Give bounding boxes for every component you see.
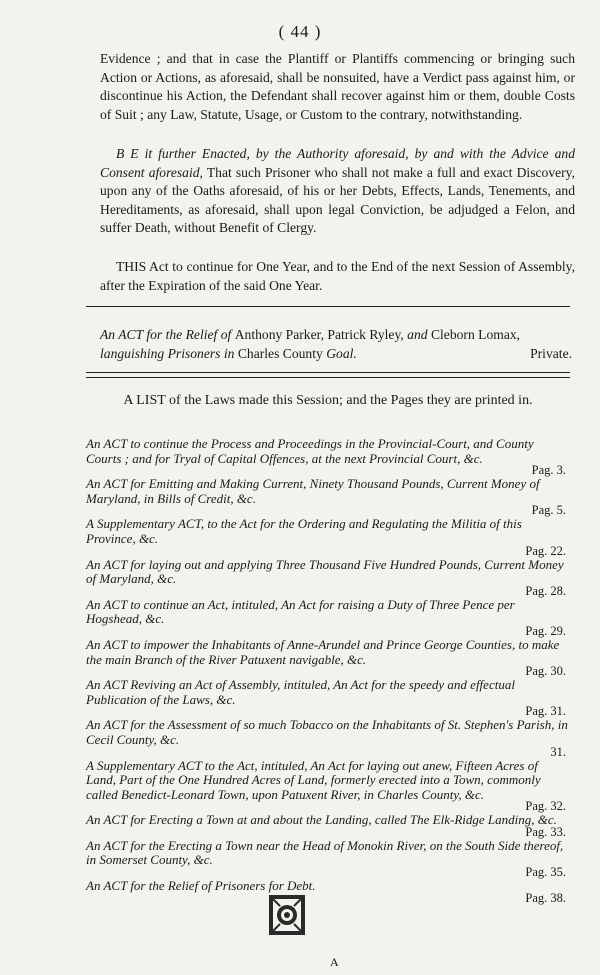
- law-title: An ACT for Emitting and Making Current, Ninety Thousand Pounds, Current Money of Maryland, in Bills of Credit, &c.: [86, 476, 540, 506]
- paragraph-felony-clause: [100, 145, 575, 238]
- list-heading: A LIST of the Laws made this Session; and the Pages they are printed in.: [123, 393, 533, 408]
- private-act-names: Anthony Parker, Patrick Ryley,: [234, 327, 404, 342]
- divider-rule: [86, 306, 570, 307]
- law-entry: [86, 813, 570, 838]
- law-title: An ACT for the Assessment of so much Tobacco on the Inhabitants of St. Stephen's Parish, in Cecil County, &c.: [86, 717, 568, 747]
- private-label: Private.: [530, 346, 572, 361]
- law-page-ref: Pag. 3.: [531, 463, 566, 478]
- law-page-ref: Pag. 33.: [525, 824, 566, 839]
- law-title: An ACT Reviving an Act of Assembly, intituled, An Act for the speedy and effectual Publication of the Laws, &c.: [86, 677, 515, 707]
- law-page-ref: Pag. 32.: [525, 799, 566, 814]
- law-title: An ACT to continue the Process and Proceedings in the Provincial-Court, and County Courts ; and for Tryal of Capital Offences, at the next Provincial Court, &c.: [86, 436, 534, 466]
- law-entry: [86, 517, 570, 556]
- law-page-ref: Pag. 22.: [525, 543, 566, 558]
- private-act-name2: Cleborn Lomax,: [430, 327, 521, 342]
- private-act-entry: [100, 326, 572, 363]
- law-entry: [86, 437, 570, 476]
- law-entry: [86, 879, 570, 904]
- law-title: An ACT for Erecting a Town at and about the Landing, called The Elk-Ridge Landing, &c.: [86, 812, 557, 828]
- private-act-county: Charles County: [237, 345, 323, 361]
- law-page-ref: Pag. 35.: [525, 865, 566, 880]
- law-entry: [86, 558, 570, 597]
- law-entry: [86, 759, 570, 813]
- private-act-goal: Goal.: [322, 345, 357, 361]
- law-title: An ACT for the Erecting a Town near the Head of Monokin River, on the South Side thereof, in Somerset County, &c.: [86, 837, 564, 868]
- private-act-text: for the Relief of: [142, 327, 235, 342]
- law-page-ref: Pag. 29.: [525, 623, 566, 638]
- signature-mark: A: [330, 955, 339, 969]
- law-title: A Supplementary ACT, to the Act for the Ordering and Regulating the Militia of this Province, &c.: [86, 516, 522, 546]
- private-act-conj: and: [403, 327, 431, 342]
- law-title: An ACT to continue an Act, intituled, An Act for raising a Duty of Three Pence per Hogshead, &c.: [86, 596, 515, 627]
- private-act-text2: languishing Prisoners in: [100, 345, 238, 361]
- private-act-title: An ACT: [100, 327, 143, 342]
- law-title: An ACT for the Relief of Prisoners for Debt.: [86, 878, 316, 894]
- law-page-ref: 31.: [550, 744, 566, 759]
- divider-rule-thin: [86, 377, 570, 378]
- law-title: An ACT to impower the Inhabitants of Anne-Arundel and Prince George Counties, to make the main Branch of the River Patuxent navigable, &c.: [86, 636, 560, 667]
- law-page-ref: Pag. 5.: [531, 503, 566, 518]
- printers-ornament: [268, 894, 306, 936]
- law-entry: [86, 678, 570, 717]
- law-page-ref: Pag. 28.: [525, 583, 566, 598]
- law-entry: [86, 598, 570, 637]
- enacting-clause: B E it further Enacted, by the Authority aforesaid, by and with the Advice and Consent aforesaid,: [100, 146, 575, 180]
- page-number: ( 44 ): [278, 22, 322, 41]
- divider-rule: [86, 372, 570, 373]
- paragraph-evidence: Evidence ; and that in case the Plantiff or Plantiffs commencing or bringing such Action or Actions, as aforesaid, shall be nonsuited, have a Verdict pass against him, or discontinue his Action, the Defendant shall recover against him or them, double Costs of Suit ; any Law, Statute, Usage, or Custom to the contrary, notwithstanding.: [100, 51, 575, 122]
- law-entry: [86, 839, 570, 878]
- law-page-ref: Pag. 38.: [525, 890, 566, 905]
- laws-list: [86, 437, 570, 905]
- law-title: A Supplementary ACT to the Act, intituled, An Act for laying out anew, Fifteen Acres of Land, Part of the One Hundred Acres of Land, formerly erected into a Town, commonly called Benedict-Leonard Town, upon Patuxent River, in Charles County, &c.: [86, 757, 541, 802]
- felony-clause-text: That such Prisoner who shall not make a full and exact Discovery, upon any of the Oaths aforesaid, of his or her Debts, Effects, Lands, Tenements, and Hereditaments, as aforesaid, shall upon legal Conviction, be adjudged a Felon, and suffer Death, without Benefit of Clergy.: [100, 164, 575, 235]
- law-page-ref: Pag. 31.: [525, 704, 566, 719]
- law-entry: [86, 638, 570, 677]
- law-title: An ACT for laying out and applying Three Thousand Five Hundred Pounds, Current Money of Maryland, &c.: [86, 556, 564, 587]
- law-page-ref: Pag. 30.: [525, 664, 566, 679]
- law-entry: [86, 477, 570, 516]
- law-entry: [86, 718, 570, 757]
- paragraph-duration: THIS Act to continue for One Year, and to the End of the next Session of Assembly, after the Expiration of the said One Year.: [100, 259, 575, 293]
